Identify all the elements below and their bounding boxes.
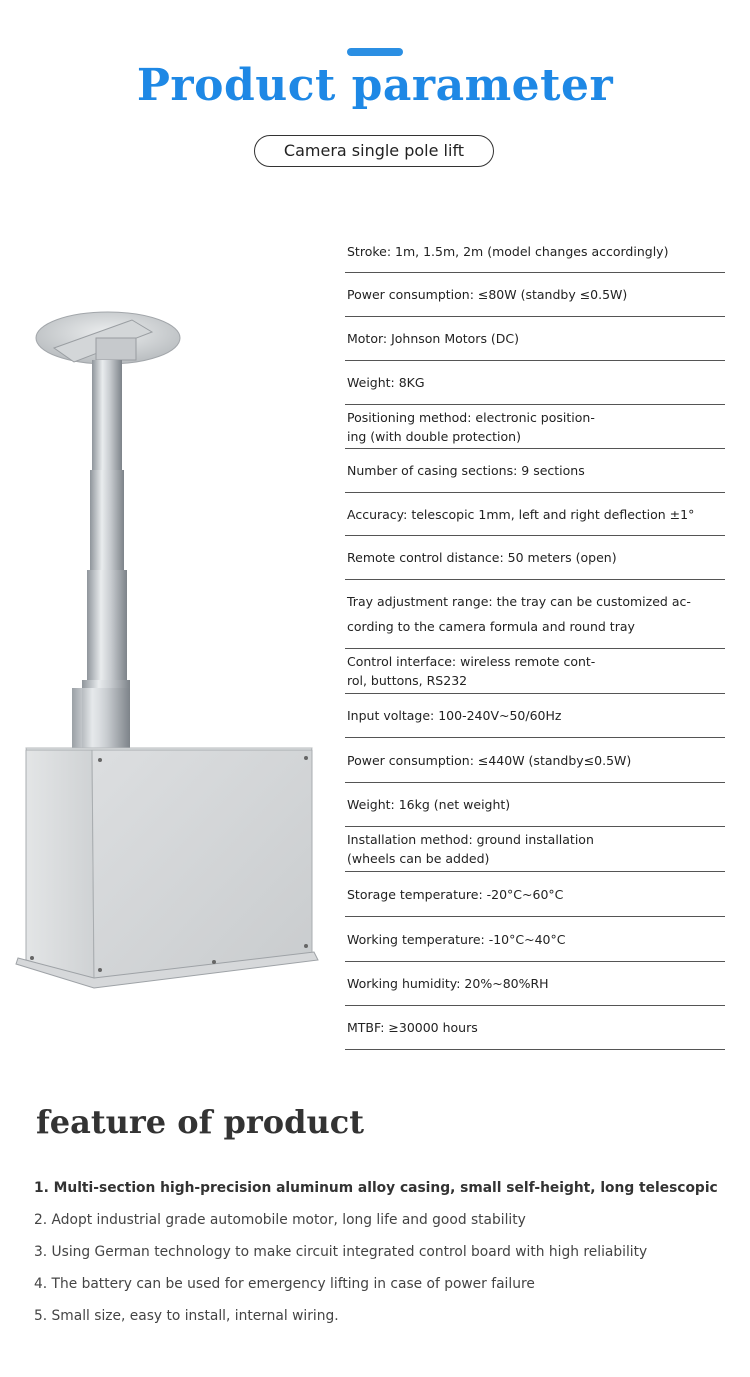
- feature-list: [34, 1176, 734, 1336]
- feature-item: 4. The battery can be used for emergency lifting in case of power failure: [34, 1276, 535, 1292]
- spec-row-input-voltage: Input voltage: 100-240V~50/60Hz: [345, 694, 725, 738]
- spec-row-casing-sections: Number of casing sections: 9 sections: [345, 449, 725, 493]
- spec-row-remote-distance: Remote control distance: 50 meters (open): [345, 536, 725, 580]
- spec-row-power-consumption: Power consumption: ≤80W (standby ≤0.5W): [345, 273, 725, 317]
- spec-row-positioning-method: Positioning method: electronic position- ing (with double protection): [345, 405, 725, 449]
- spec-row-stroke: Stroke: 1m, 1.5m, 2m (model changes accordingly): [345, 230, 725, 273]
- spec-row-installation-method: Installation method: ground installation (wheels can be added): [345, 827, 725, 872]
- spec-row-accuracy: Accuracy: telescopic 1mm, left and right deflection ±1°: [345, 493, 725, 536]
- spec-row-weight: Weight: 8KG: [345, 361, 725, 405]
- spec-row-motor: Motor: Johnson Motors (DC): [345, 317, 725, 361]
- spec-row-power-consumption-2: Power consumption: ≤440W (standby≤0.5W): [345, 738, 725, 783]
- spec-row-tray-adjustment: Tray adjustment range: the tray can be customized ac- cording to the camera formula and round tray: [345, 580, 725, 649]
- feature-heading: feature of product: [36, 1103, 364, 1141]
- spec-row-mtbf: MTBF: ≥30000 hours: [345, 1006, 725, 1050]
- spec-row-working-temperature: Working temperature: -10°C~40°C: [345, 917, 725, 962]
- spec-row-working-humidity: Working humidity: 20%~80%RH: [345, 962, 725, 1006]
- page-title: Product parameter: [136, 60, 614, 111]
- product-name-badge: Camera single pole lift: [254, 135, 494, 167]
- feature-item: 1. Multi-section high-precision aluminum alloy casing, small self-height, long telescopic: [34, 1180, 718, 1196]
- spec-row-storage-temperature: Storage temperature: -20°C~60°C: [345, 872, 725, 917]
- spec-table: [345, 230, 725, 1050]
- spec-row-weight-net: Weight: 16kg (net weight): [345, 783, 725, 827]
- camera-pole-lift-image: [14, 310, 324, 1000]
- spec-row-control-interface: Control interface: wireless remote cont- rol, buttons, RS232: [345, 649, 725, 694]
- feature-item: 2. Adopt industrial grade automobile motor, long life and good stability: [34, 1212, 526, 1228]
- accent-bar: [347, 48, 403, 56]
- feature-item: 3. Using German technology to make circuit integrated control board with high reliability: [34, 1244, 648, 1260]
- feature-item: 5. Small size, easy to install, internal wiring.: [34, 1308, 339, 1324]
